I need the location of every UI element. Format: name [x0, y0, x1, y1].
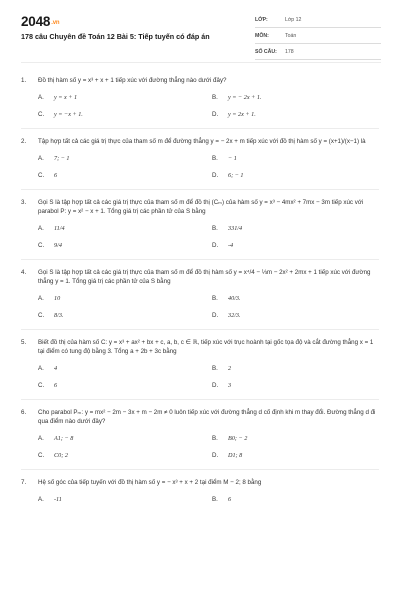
option-text: A1; − 8 — [54, 435, 74, 442]
meta-label: LỚP: — [255, 17, 268, 23]
meta-label: SỐ CÂU: — [255, 49, 277, 55]
option-text: -4 — [228, 242, 234, 249]
option-label: C. — [38, 242, 45, 249]
option-b[interactable] — [212, 155, 386, 163]
divider — [21, 469, 379, 470]
option-label: D. — [212, 312, 219, 319]
option-d[interactable] — [212, 242, 386, 250]
option-label: D. — [212, 111, 219, 118]
question-text: Đồ thị hàm số y = x³ + x + 1 tiếp xúc với đường thẳng nào dưới đây? — [38, 77, 227, 84]
question-text: Cho parabol Pₘ: y = mx² − 2m − 3x + m − 2m ≠ 0 luôn tiếp xúc với đường thẳng d cố định khi m thay đổi. Đường thẳng d đi qua điểm nào dưới đây? — [38, 409, 376, 425]
meta-row-count — [255, 46, 381, 60]
option-c[interactable] — [38, 312, 212, 320]
divider — [21, 329, 379, 330]
option-a[interactable] — [38, 94, 212, 102]
option-label: C. — [38, 452, 45, 459]
option-text: 3 — [228, 382, 232, 389]
option-label: B. — [212, 155, 218, 162]
meta-value: 178 — [285, 49, 294, 55]
document-title: 178 câu Chuyên đề Toán 12 Bài 5: Tiếp tuyến có đáp án — [21, 32, 210, 41]
option-a[interactable] — [38, 365, 212, 373]
option-text: 331/4 — [228, 225, 243, 232]
divider — [21, 189, 379, 190]
option-b[interactable] — [212, 94, 386, 102]
question-number: 3. — [21, 199, 27, 206]
logo-suffix: .vn — [51, 20, 60, 26]
question-7 — [0, 478, 400, 504]
option-text: 6; − 1 — [228, 172, 244, 179]
meta-info — [255, 14, 381, 62]
question-2 — [0, 137, 400, 180]
option-text: D1; 8 — [228, 452, 243, 459]
option-c[interactable] — [38, 242, 212, 250]
option-label: B. — [212, 225, 218, 232]
meta-row-class — [255, 14, 381, 28]
option-b[interactable] — [212, 435, 386, 443]
option-label: D. — [212, 172, 219, 179]
question-text: Hệ số góc của tiếp tuyến với đồ thị hàm số y = − x³ + x + 2 tại điểm M − 2; 8 bằng — [38, 479, 262, 486]
option-b[interactable] — [212, 496, 386, 504]
option-d[interactable] — [212, 382, 386, 390]
option-b[interactable] — [212, 295, 386, 303]
option-text: B0; − 2 — [228, 435, 248, 442]
option-label: A. — [38, 496, 44, 503]
option-text: 6 — [54, 172, 58, 179]
option-text: 11/4 — [54, 225, 65, 232]
option-text: 32/3. — [228, 312, 241, 319]
option-a[interactable] — [38, 435, 212, 443]
question-number: 2. — [21, 138, 27, 145]
option-a[interactable] — [38, 225, 212, 233]
option-label: A. — [38, 155, 44, 162]
option-label: D. — [212, 452, 219, 459]
option-label: B. — [212, 365, 218, 372]
meta-value: Lớp 12 — [285, 17, 302, 23]
question-number: 7. — [21, 479, 27, 486]
option-d[interactable] — [212, 172, 386, 180]
option-label: C. — [38, 382, 45, 389]
option-label: A. — [38, 94, 44, 101]
option-label: A. — [38, 295, 44, 302]
option-label: B. — [212, 94, 218, 101]
logo-text: 2048 — [21, 14, 51, 29]
divider — [21, 259, 379, 260]
option-text: − 1 — [228, 155, 237, 162]
option-a[interactable] — [38, 295, 212, 303]
option-d[interactable] — [212, 452, 386, 460]
option-text: 9/4 — [54, 242, 62, 249]
meta-row-subject — [255, 30, 381, 44]
question-text: Gọi S là tập hợp tất cả các giá trị thực của tham số m để đồ thị hàm số y = x⁴/4 − ⅓m − 2x² + 2mx + 1 tiếp xúc với đường thẳng y = 1. Tổng giá trị các phần tử của S bằng — [38, 269, 371, 285]
option-label: C. — [38, 111, 45, 118]
option-c[interactable] — [38, 111, 212, 119]
question-text: Biết đồ thị của hàm số C: y = x³ + ax² + bx + c, a, b, c ∈ ℝ, tiếp xúc với trục hoành tại gốc tọa độ và cắt đường thẳng x = 1 tại điểm có tung độ bằng 3. Tổng a + 2b + 3c bằng — [38, 339, 374, 355]
header — [0, 0, 400, 64]
option-label: A. — [38, 225, 44, 232]
option-label: D. — [212, 242, 219, 249]
option-label: B. — [212, 496, 218, 503]
option-text: 6 — [54, 382, 58, 389]
option-c[interactable] — [38, 452, 212, 460]
option-text: 40/3. — [228, 295, 241, 302]
option-d[interactable] — [212, 111, 386, 119]
question-number: 1. — [21, 77, 27, 84]
meta-label: MÔN: — [255, 33, 269, 39]
option-label: C. — [38, 172, 45, 179]
option-text: 2 — [228, 365, 232, 372]
option-a[interactable] — [38, 496, 212, 504]
divider — [21, 62, 381, 63]
question-5 — [0, 338, 400, 390]
option-text: y = x + 1 — [54, 94, 78, 101]
option-text: 8/3. — [54, 312, 64, 319]
question-4 — [0, 268, 400, 320]
option-b[interactable] — [212, 365, 386, 373]
option-text: 10 — [54, 295, 61, 302]
option-d[interactable] — [212, 312, 386, 320]
option-text: C0; 2 — [54, 452, 68, 459]
option-label: D. — [212, 382, 219, 389]
question-6 — [0, 408, 400, 460]
question-number: 6. — [21, 409, 27, 416]
divider — [21, 399, 379, 400]
question-number: 4. — [21, 269, 27, 276]
option-text: y = 2x + 1. — [228, 111, 256, 118]
question-3 — [0, 198, 400, 250]
site-logo[interactable] — [21, 14, 59, 29]
question-text: Gọi S là tập hợp tất cả các giá trị thực của tham số m để đồ thị (Cₘ) của hàm số y = x³ − 4mx² + 7mx − 3m tiếp xúc với parabol P: y = x² − x + 1. Tổng giá trị các phần tử của S bằng — [38, 199, 364, 215]
option-b[interactable] — [212, 225, 386, 233]
question-list — [0, 76, 400, 504]
option-text: y = − 2x + 1. — [228, 94, 262, 101]
option-text: -11 — [54, 496, 62, 503]
option-text: 7; − 1 — [54, 155, 70, 162]
option-c[interactable] — [38, 382, 212, 390]
divider — [21, 128, 379, 129]
option-label: A. — [38, 365, 44, 372]
option-a[interactable] — [38, 155, 212, 163]
question-1 — [0, 76, 400, 119]
option-label: B. — [212, 295, 218, 302]
option-c[interactable] — [38, 172, 212, 180]
option-text: 4 — [54, 365, 58, 372]
question-text: Tập hợp tất cả các giá trị thực của tham số m để đường thẳng y = − 2x + m tiếp xúc với đồ thị hàm số y = (x+1)/(x−1) là — [38, 138, 366, 145]
option-label: B. — [212, 435, 218, 442]
meta-value: Toán — [285, 33, 297, 39]
option-label: A. — [38, 435, 44, 442]
option-label: C. — [38, 312, 45, 319]
option-text: 6 — [228, 496, 232, 503]
question-number: 5. — [21, 339, 27, 346]
option-text: y = −x + 1. — [54, 111, 83, 118]
